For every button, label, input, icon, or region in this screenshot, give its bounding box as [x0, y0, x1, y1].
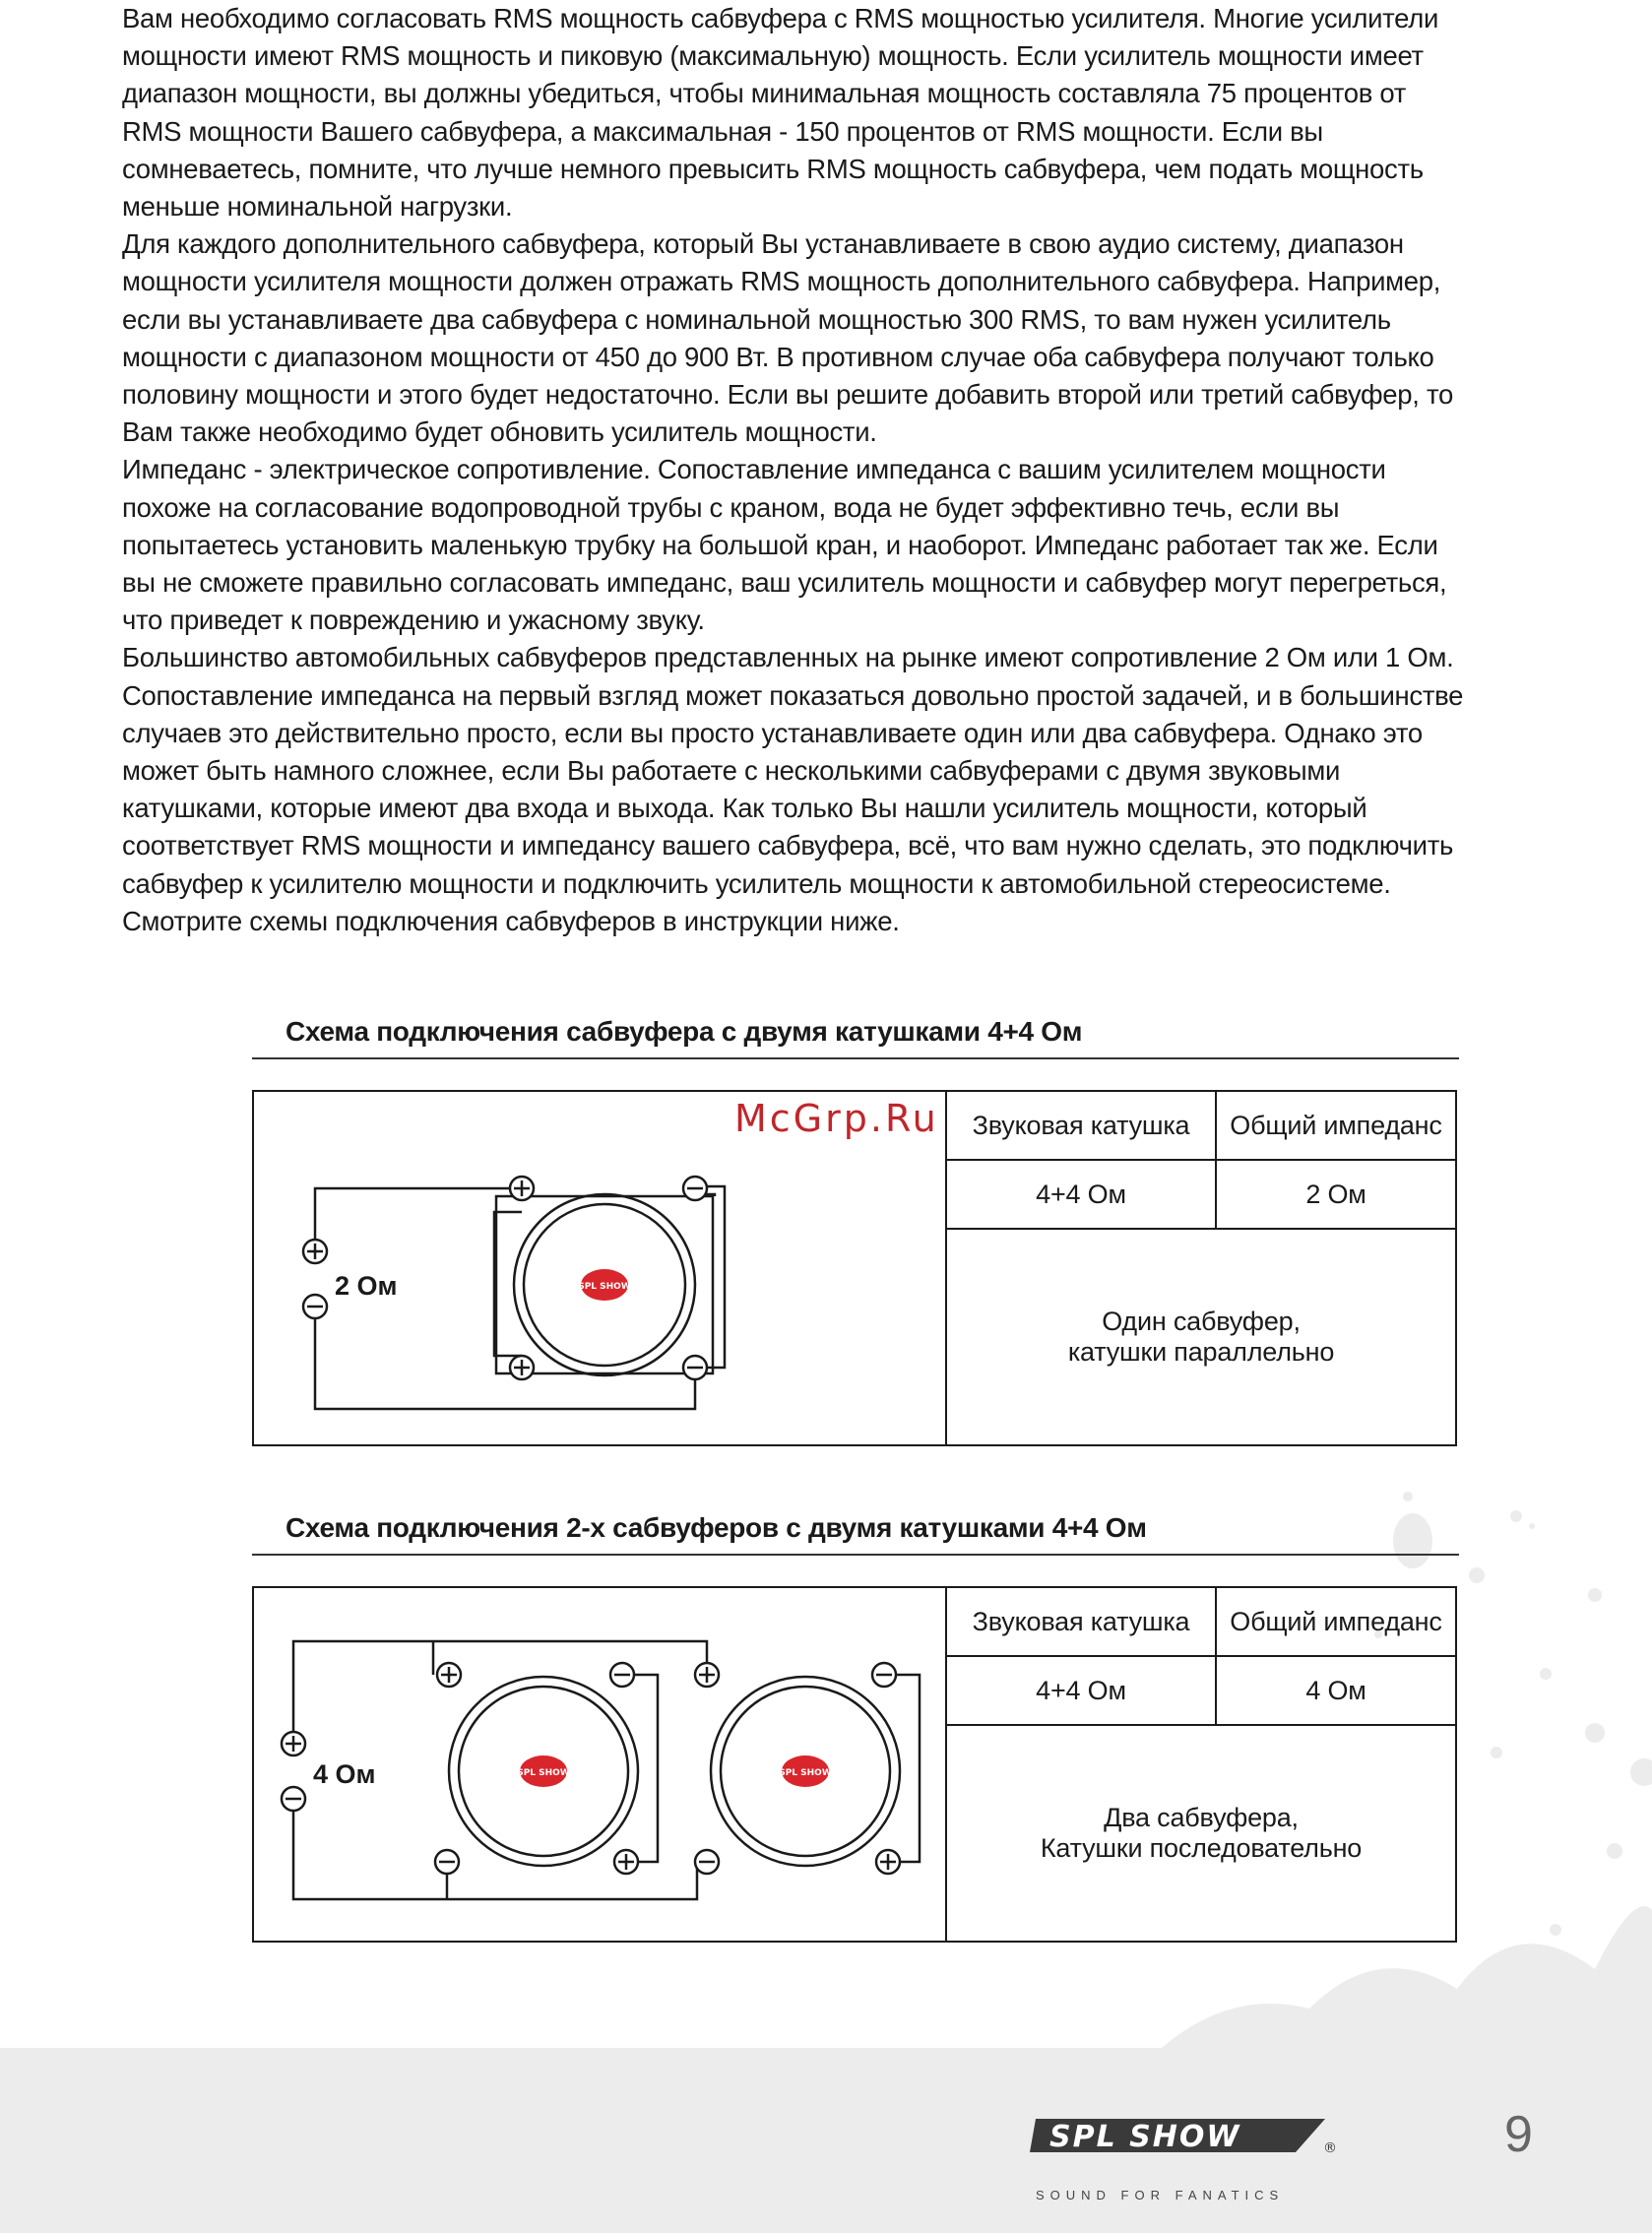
registered-mark: ®: [1323, 2140, 1337, 2156]
brand-tagline: SOUND FOR FANATICS: [1036, 2188, 1285, 2202]
diagram1-box: [252, 1090, 1457, 1446]
text-line: диапазон мощности, вы должны убедиться, чтобы минимальная мощность составляла 75 процентов от: [122, 78, 1407, 109]
svg-text:SPL SHOW: SPL SHOW: [517, 1768, 570, 1778]
diagram1-rule: [252, 1057, 1459, 1059]
text-line: сомневаетесь, помните, что лучше немного превысить RMS мощность сабвуфера, чем подать мощность: [122, 153, 1424, 184]
diagram1-table: [947, 1092, 1455, 1444]
minus-terminal-icon: [610, 1663, 634, 1687]
text-line: Вам также необходимо будет обновить усилитель мощности.: [122, 416, 877, 448]
diagram2-box: [252, 1586, 1457, 1943]
diagram1-wiring: [254, 1092, 947, 1444]
text-line: мощности имеют RMS мощность и пиковую (максимальную) мощность. Если усилитель мощности имеет: [122, 40, 1424, 72]
minus-terminal-icon: [435, 1850, 459, 1874]
text-line: соответствует RMS мощности и импедансу вашего сабвуфера, всё, что вам нужно сделать, это подключить: [122, 830, 1454, 861]
text-line: Импеданс - электрическое сопротивление. Сопоставление импеданса с вашим усилителем мощности: [122, 454, 1386, 485]
table-header-impedance: Общий импеданс: [1217, 1092, 1455, 1161]
text-line: мощности усилителя мощности должен отражать RMS мощность дополнительного сабвуфера. Например,: [122, 266, 1441, 297]
table-header-coil: Звуковая катушка: [947, 1588, 1217, 1657]
minus-terminal-icon: [683, 1177, 707, 1200]
table-cell-description: [947, 1726, 1455, 1941]
text-line: меньше номинальной нагрузки.: [122, 191, 513, 223]
table-cell-coil: 4+4 Ом: [947, 1161, 1217, 1230]
text-line: попытаетесь установить маленькую трубку на большой кран, и наоборот. Импеданс работает так же. Если: [122, 529, 1438, 560]
brand-logo: [1030, 2107, 1341, 2190]
plus-terminal-icon: [876, 1850, 900, 1874]
plus-terminal-icon: [510, 1356, 534, 1379]
text-line: похоже на согласование водопроводной трубы с краном, вода не будет эффективно течь, если вы: [122, 491, 1340, 523]
diagram2-table: [947, 1588, 1455, 1941]
table-cell-impedance: 2 Ом: [1217, 1161, 1455, 1230]
text-line: случаев это действительно просто, если вы просто устанавливаете один или два сабвуфера. Однако это: [122, 717, 1423, 748]
text-line: половину мощности и этого будет недостаточно. Если вы решите добавить второй или третий сабвуфер, то: [122, 379, 1453, 411]
text-line: что приведет к повреждению и ужасному звуку.: [122, 605, 705, 636]
page-number: 9: [1504, 2106, 1533, 2163]
text-line: сабвуфер к усилителю мощности и подключить усилитель мощности к автомобильной стереосистеме.: [122, 867, 1391, 899]
diagram2-title: Схема подключения 2-х сабвуферов с двумя катушками 4+4 Ом: [286, 1512, 1147, 1543]
description-line: катушки параллельно: [1067, 1337, 1335, 1367]
description-line: Катушки последовательно: [1040, 1833, 1363, 1863]
text-line: Сопоставление импеданса на первый взгляд может показаться довольно простой задачей, и в большинстве: [122, 679, 1464, 711]
table-header-impedance: Общий импеданс: [1217, 1588, 1455, 1657]
minus-terminal-icon: [872, 1663, 896, 1687]
amp-impedance-label: 2 Ом: [335, 1271, 398, 1301]
speaker-logo-icon: [779, 1755, 832, 1787]
table-cell-impedance: 4 Ом: [1217, 1657, 1455, 1726]
diagram2-rule: [252, 1554, 1459, 1556]
minus-terminal-icon: [683, 1356, 707, 1379]
text-line: RMS мощности Вашего сабвуфера, а максимальная - 150 процентов от RMS мощности. Если вы: [122, 115, 1323, 147]
article-body: [122, 0, 1559, 940]
page-footer: [0, 2048, 1652, 2233]
table-header-coil: Звуковая катушка: [947, 1092, 1217, 1161]
description-line: Один сабвуфер,: [1102, 1307, 1301, 1336]
wiring-diagram-two-subs: [254, 1588, 947, 1941]
table-cell-description: [947, 1230, 1455, 1444]
amp-impedance-label: 4 Ом: [313, 1759, 376, 1789]
svg-text:SPL SHOW: SPL SHOW: [578, 1282, 631, 1292]
plus-terminal-icon: [437, 1663, 461, 1687]
text-line: Смотрите схемы подключения сабвуферов в инструкции ниже.: [122, 905, 900, 936]
text-line: Для каждого дополнительного сабвуфера, который Вы устанавливаете в свою аудио систему, диапазон: [122, 228, 1404, 260]
plus-terminal-icon: [614, 1850, 638, 1874]
watermark: McGrp.Ru: [734, 1097, 939, 1140]
plus-terminal-icon: [510, 1177, 534, 1200]
amp-plus-icon: [303, 1240, 327, 1263]
amp-minus-icon: [303, 1295, 327, 1318]
table-cell-coil: 4+4 Ом: [947, 1657, 1217, 1726]
text-line: мощности с диапазоном мощности от 450 до 900 Вт. В противном случае оба сабвуфера получают только: [122, 341, 1434, 372]
diagram1-title: Схема подключения сабвуфера с двумя катушками 4+4 Ом: [286, 1016, 1083, 1047]
svg-text:SPL SHOW: SPL SHOW: [779, 1768, 832, 1778]
description-line: Два сабвуфера,: [1104, 1803, 1299, 1832]
speaker-logo-icon: [578, 1269, 631, 1301]
text-line: Большинство автомобильных сабвуферов представленных на рынке имеют сопротивление 2 Ом или 1 Ом.: [122, 642, 1454, 673]
text-line: катушками, которые имеют два входа и выхода. Как только Вы нашли усилитель мощности, который: [122, 793, 1367, 824]
minus-terminal-icon: [695, 1850, 719, 1874]
speaker-logo-icon: [517, 1755, 570, 1787]
text-line: если вы устанавливаете два сабвуфера с номинальной мощностью 300 RMS, то вам нужен усилитель: [122, 303, 1391, 335]
text-line: вы не сможете правильно согласовать импеданс, ваш усилитель мощности и сабвуфер могут перегреться,: [122, 567, 1447, 599]
amp-plus-icon: [282, 1732, 305, 1755]
brand-name: SPL SHOW: [1049, 2120, 1241, 2154]
diagram2-wiring: [254, 1588, 947, 1941]
plus-terminal-icon: [695, 1663, 719, 1687]
text-line: может быть намного сложнее, если Вы работаете с несколькими сабвуферами с двумя звуковыми: [122, 755, 1341, 787]
amp-minus-icon: [282, 1787, 305, 1811]
wiring-diagram-single-sub: [254, 1092, 947, 1444]
text-line: Вам необходимо согласовать RMS мощность сабвуфера с RMS мощностью усилителя. Многие усилители: [122, 3, 1439, 33]
